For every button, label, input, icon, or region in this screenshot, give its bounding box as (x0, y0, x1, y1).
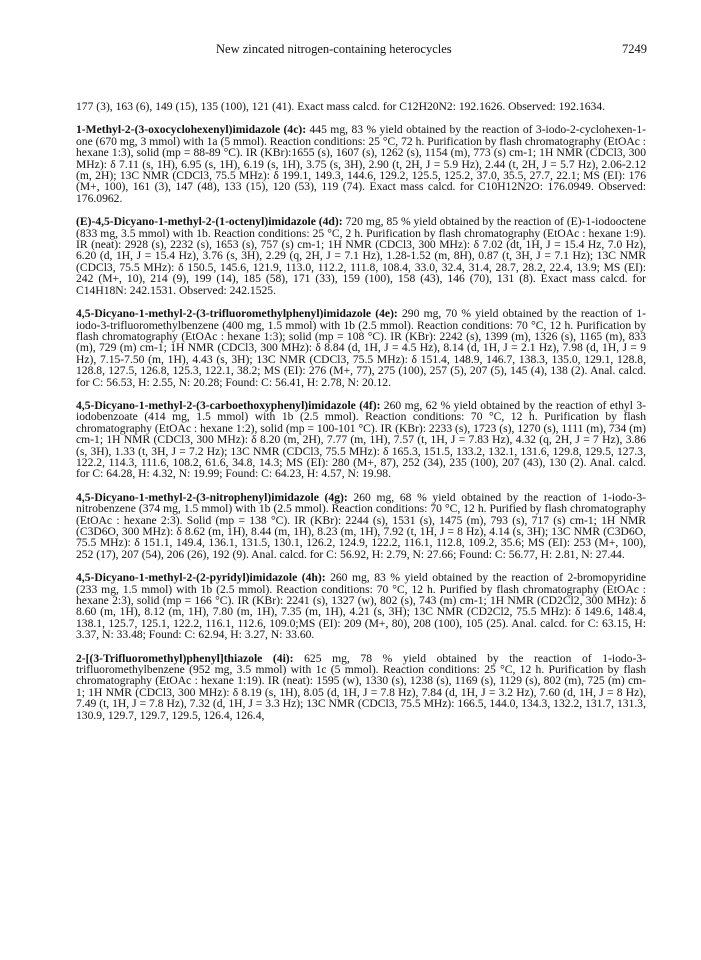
paragraph-compound-4h (76, 572, 646, 640)
compound-name: 4,5-Dicyano-1-methyl-2-(2-pyridyl)imidazole (4h): (76, 571, 326, 585)
compound-name: 2-[(3-Trifluoromethyl)phenyl]thiazole (4i): (76, 651, 294, 665)
paragraph-text: 720 mg, 85 % yield obtained by the reaction of (E)-1-iodooctene (833 mg, 3.5 mmol) with 1b. Reaction conditions: 25 °C, 2 h. Purification by flash chromatography (EtOAc : hexane 1:9). IR (neat): 2928 (s), 2232 (s), 1653 (s), 757 (s) cm-1; 1H NMR (CDCl3, 300 MHz): δ 7.02 (dt, 1H, J = 15.4 Hz, 7.0 Hz), 6.20 (d, 1H, J = 15.4 Hz), 3.76 (s, 3H), 2.29 (q, 2H, J = 7.1 Hz), 1.28-1.52 (m, 8H), 0.87 (t, 3H, J = 7.1 Hz); 13C NMR (CDCl3, 75.5 MHz): δ 150.5, 145.6, 121.9, 113.0, 112.2, 111.8, 108.4, 33.0, 32.4, 31.4, 28.7, 28.2, 22.4, 13.9; MS (EI): 242 (M+, 10), 214 (9), 199 (14), 185 (58), 171 (33), 159 (100), 158 (43), 146 (70), 131 (8). Exact mass calcd. for C14H18N: 242.1531. Observed: 242.1525. (76, 215, 647, 297)
running-head (76, 42, 647, 58)
compound-name: 4,5-Dicyano-1-methyl-2-(3-nitrophenyl)imidazole (4g): (76, 490, 348, 504)
paragraph-text: 260 mg, 62 % yield obtained by the reaction of ethyl 3-iodobenzoate (414 mg, 1.5 mmol) with 1b (2.5 mmol). Reaction conditions: 70 °C, 12 h. Purification by flash chromatography (EtOAc : hexane 1:2), solid (mp = 100-101 °C). IR (KBr): 2233 (s), 1723 (s), 1270 (s), 1111 (m), 734 (m) cm-1; 1H NMR (CDCl3, 300 MHz): δ 8.20 (m, 2H), 7.77 (m, 1H), 7.57 (t, 1H, J = 7.83 Hz), 4.32 (q, 2H, J = 7 Hz), 3.86 (s, 3H), 1.33 (t, 3H, J = 7.2 Hz); 13C NMR (CDCl3, 75.5 MHz): δ 165.3, 151.5, 133.2, 132.1, 131.6, 129.8, 129.5, 127.3, 122.2, 114.3, 111.6, 108.2, 61.6, 34.8, 14.3; MS (EI): 280 (M+, 87), 252 (34), 235 (100), 207 (43), 130 (2). Anal. calcd. for C: 64.28, H: 4.32, N: 19.99; Found: C: 64.23, H: 4.57, N: 19.98. (76, 398, 646, 481)
paragraph-compound-4c (76, 124, 646, 204)
page-number: 7249 (622, 42, 647, 56)
paragraph-compound-4g (76, 492, 646, 560)
article-body (76, 101, 646, 733)
compound-name: 1-Methyl-2-(3-oxocyclohexenyl)imidazole (4c): (76, 123, 307, 137)
compound-name: (E)-4,5-Dicyano-1-methyl-2-(1-octenyl)imidazole (4d): (76, 215, 343, 229)
running-title: New zincated nitrogen-containing heterocycles (216, 42, 452, 56)
paragraph-text: 445 mg, 83 % yield obtained by the reaction of 3-iodo-2-cyclohexen-1-one (670 mg, 3 mmol) with 1a (5 mmol). Reaction conditions: 25 °C, 72 h. Purification by flash chromatography (EtOAc : hexane 1:3), solid (mp = 88-89 °C). IR (KBr):1655 (s), 1607 (s), 1262 (s), 1154 (m), 773 (s) cm-1; 1H NMR (CDCl3, 300 MHz): δ 7.11 (s, 1H), 6.95 (s, 1H), 6.19 (s, 1H), 3.75 (s, 3H), 2.90 (t, 2H, J = 5.9 Hz), 2.44 (t, 2H, J = 5.7 Hz), 2.06-2.12 (m, 2H); 13C NMR (CDCl3, 75.5 MHz): δ 199.1, 149.3, 144.6, 129.2, 125.5, 125.2, 37.0, 35.5, 27.7, 22.1; MS (EI): 176 (M+, 100), 161 (3), 147 (48), 133 (15), 120 (53), 119 (74). Exact mass calcd. for C10H12N2O: 176.0949. Observed: 176.0962. (76, 123, 646, 205)
paragraph-text: 260 mg, 83 % yield obtained by the reaction of 2-bromopyridine (233 mg, 1.5 mmol) with 1b (2.5 mmol). Reaction conditions: 70 °C, 12 h. Purified by flash chromatography (EtOAc : hexane 2:3), solid (mp = 166 °C). IR (KBr): 2241 (s), 1327 (w), 802 (s), 743 (m) cm-1; 1H NMR (CD2Cl2, 300 MHz): δ 8.60 (m, 1H), 8.12 (m, 1H), 7.80 (m, 1H), 7.35 (m, 1H), 4.21 (s, 3H); 13C NMR (CD2Cl2, 75.5 MHz): δ 149.6, 148.4, 138.1, 125.7, 125.1, 122.2, 116.1, 112.6, 109.0;MS (EI): 209 (M+, 80), 208 (100), 105 (25). Anal. calcd. for C: 63.15, H: 3.37, N: 33.48; Found: C: 62.94, H: 3.27, N: 33.60. (76, 571, 647, 642)
paragraph-continuation (76, 101, 646, 112)
paragraph-compound-4i (76, 653, 646, 721)
paragraph-compound-4e (76, 308, 646, 388)
paragraph-text: 290 mg, 70 % yield obtained by the reaction of 1-iodo-3-trifluoromethylbenzene (400 mg, 1.5 mmol) with 1b (2.5 mmol). Reaction conditions: 70 °C, 12 h. Purification by flash chromatography (EtOAc : hexane 1:3); solid (mp = 108 °C). IR (KBr): 2242 (s), 1399 (m), 1326 (s), 1165 (m), 833 (m), 729 (m) cm-1; 1H NMR (CDCl3, 300 MHz): δ 8.84 (d, 1H, J = 4.5 Hz), 8.14 (d, 1H, J = 2.1 Hz), 7.98 (d, 1H, J = 9 Hz), 7.15-7.50 (m, 1H), 4.43 (s, 3H); 13C NMR (CDCl3, 75.5 MHz): δ 151.4, 148.9, 146.7, 138.3, 135.0, 129.1, 128.8, 128.8, 127.5, 126.8, 125.3, 122.1, 38.2; MS (EI): 276 (M+, 77), 275 (100), 257 (5), 207 (5), 145 (4), 138 (2). Anal. calcd. for C: 56.53, H: 2.55, N: 20.28; Found: C: 56.41, H: 2.78, N: 20.12. (76, 307, 646, 389)
compound-name: 4,5-Dicyano-1-methyl-2-(3-carboethoxyphenyl)imidazole (4f): (76, 398, 381, 412)
paragraph-text: 625 mg, 78 % yield obtained by the reaction of 1-iodo-3-trifluoromethylbenzene (952 mg, 3.5 mmol) with 1c (5 mmol). Reaction conditions: 25 °C, 12 h. Purification by flash chromatography (EtOAc : hexane 1:19). IR (neat): 1595 (w), 1330 (s), 1238 (s), 1169 (s), 1129 (s), 802 (m), 725 (m) cm-1; 1H NMR (CDCl3, 300 MHz): δ 8.19 (s, 1H), 8.05 (d, 1H, J = 7.8 Hz), 7.84 (d, 1H, J = 3.2 Hz), 7.60 (d, 1H, J = 8 Hz), 7.49 (t, 1H, J = 7.8 Hz), 7.32 (d, 1H, J = 3.3 Hz); 13C NMR (CDCl3, 75.5 MHz): 166.5, 144.0, 134.3, 132.2, 131.7, 131.3, 130.9, 129.7, 129.7, 129.5, 126.4, 126.4, (76, 651, 646, 722)
paragraph-text: 260 mg, 68 % yield obtained by the reaction of 1-iodo-3-nitrobenzene (374 mg, 1.5 mmol) with 1b (2.5 mmol). Reaction conditions: 70 °C, 12 h. Purified by flash chromatography (EtOAc : hexane 2:3). Solid (mp = 138 °C). IR (KBr): 2244 (s), 1531 (s), 1475 (m), 793 (s), 717 (s) cm-1; 1H NMR (C3D6O, 300 MHz): δ 8.62 (m, 1H), 8.44 (m, 1H), 8.23 (m, 1H), 7.92 (t, 1H, J = 8 Hz), 4.14 (s, 3H); 13C NMR (C3D6O, 75.5 MHz): δ 151.1, 149.4, 136.1, 131.5, 130.1, 126.2, 124.9, 122.2, 116.1, 112.8, 109.2, 35.6; MS (EI): 253 (M+, 100), 252 (17), 207 (54), 206 (26), 192 (9). Anal. calcd. for C: 56.92, H: 2.79, N: 27.66; Found: C: 56.77, H: 2.81, N: 27.44. (76, 490, 646, 561)
paragraph-compound-4d (76, 216, 646, 296)
compound-name: 4,5-Dicyano-1-methyl-2-(3-trifluoromethylphenyl)imidazole (4e): (76, 307, 398, 321)
paragraph-compound-4f (76, 400, 646, 480)
paragraph-text: 177 (3), 163 (6), 149 (15), 135 (100), 121 (41). Exact mass calcd. for C12H20N2: 192.1626. Observed: 192.1634. (76, 100, 606, 113)
